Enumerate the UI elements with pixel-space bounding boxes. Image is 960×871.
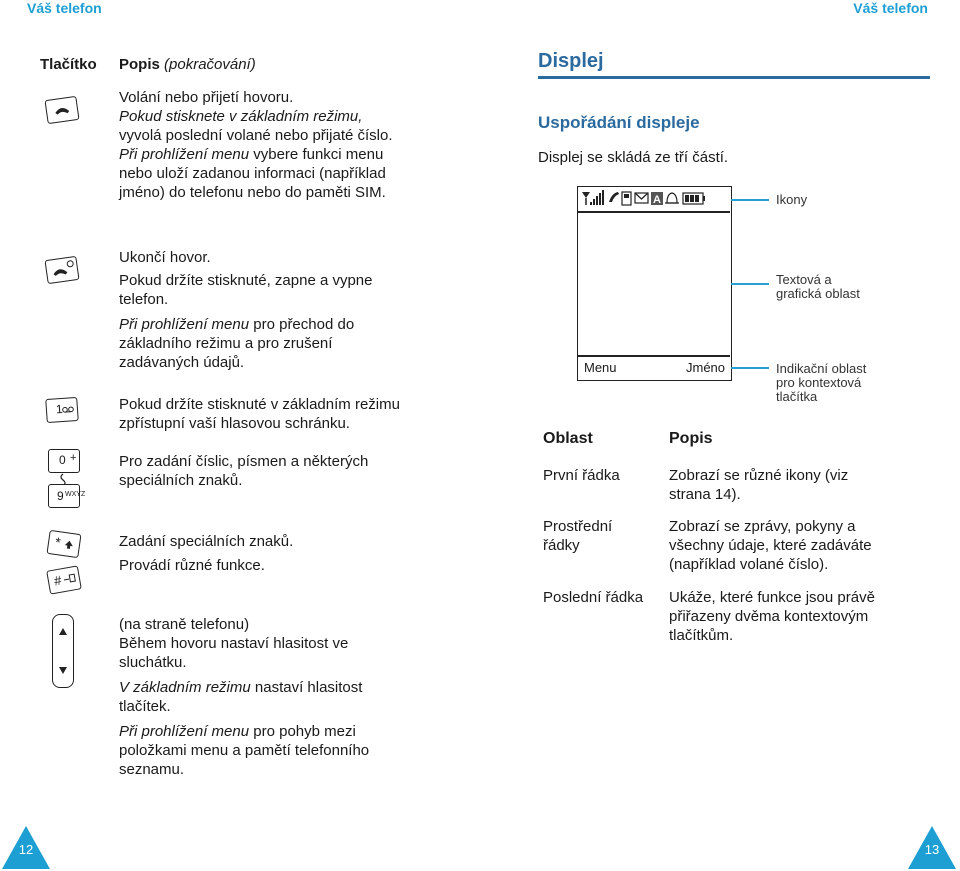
title-rule [538, 76, 930, 79]
end-line-3: telefon. [119, 291, 169, 308]
star-key [46, 530, 81, 558]
row-2-desc-2: všechny údaje, které zadáváte [669, 537, 872, 554]
label-text-area-2: grafická oblast [776, 286, 860, 301]
shift-arrow-icon [63, 539, 74, 550]
table-row-2-desc [669, 517, 929, 574]
softkey-name: Jméno [686, 360, 726, 375]
special-line-2: Provádí různé funkce. [119, 557, 265, 574]
call-active-icon [609, 192, 619, 202]
display-intro: Displej se skládá ze tří částí. [538, 149, 729, 166]
key-9-letters: WXYZ [65, 491, 86, 498]
display-screen [577, 186, 732, 381]
table-row-1-desc [669, 466, 909, 504]
row-2-area-2: řádky [543, 537, 580, 554]
end-line-5: základního režimu a pro zrušení [119, 335, 333, 352]
volume-line-4-italic: V základním režimu [119, 679, 251, 696]
volume-line-8: seznamu. [119, 761, 185, 778]
key-1-label: 1 [55, 401, 64, 417]
send-line-1: Volání nebo přijetí hovoru. [119, 89, 294, 106]
end-line-4-rest: pro přechod do [253, 316, 355, 333]
row-3-desc-1: Ukáže, které funkce jsou právě [669, 589, 875, 606]
col-key-header: Tlačítko [40, 56, 97, 73]
header-left: Váš telefon [27, 0, 102, 16]
row-1-desc-1: Zobrazí se různé ikony (viz [669, 467, 849, 484]
end-key [44, 256, 79, 284]
volume-line-4-rest: nastaví hlasitost [254, 679, 363, 696]
label-softkey-1: Indikační oblast [776, 361, 867, 376]
volume-key [52, 614, 74, 688]
table-header-area: Oblast [543, 430, 593, 447]
subsection-title: Uspořádání displeje [538, 113, 700, 132]
hash-key [46, 565, 82, 594]
header-right: Váš telefon [853, 0, 928, 16]
label-softkey-2: pro kontextová [776, 375, 862, 390]
table-row-3-desc [669, 588, 929, 645]
alnum-description [119, 452, 439, 490]
page-number-right: 13 [924, 842, 940, 857]
send-line-3: vyvolá poslední volané nebo přijaté číslo. [119, 127, 393, 144]
key-0-label: 0 [59, 453, 66, 467]
end-line-1: Ukončí hovor. [119, 249, 211, 266]
label-text-area-1: Textová a [776, 272, 832, 287]
voicemail-line-1: Pokud držíte stisknuté v základním režimu [119, 396, 400, 413]
end-line-4 [119, 315, 439, 334]
table-row-1-area [543, 466, 620, 485]
row-3-desc-3: tlačítkům. [669, 627, 734, 644]
send-line-4-rest: vybere funkci menu [253, 146, 384, 163]
section-title: Displej [538, 50, 604, 72]
end-key-description [119, 248, 439, 372]
battery-icon [683, 193, 705, 204]
row-2-desc-3: (například volané číslo). [669, 556, 829, 573]
send-line-4 [119, 145, 439, 164]
row-3-area: Poslední řádka [543, 589, 644, 606]
callout-line-icons [731, 199, 769, 201]
key-0 [48, 449, 80, 473]
send-line-2: Pokud stisknete v základním režimu, [119, 108, 363, 125]
key-1 [45, 397, 79, 423]
signal-strength-icon [582, 190, 604, 205]
volume-line-6-italic: Při prohlížení menu [119, 723, 250, 740]
alnum-line-1: Pro zadání číslic, písmen a některých [119, 453, 369, 470]
alnum-line-2: speciálních znaků. [119, 472, 243, 489]
icon-row-divider [578, 211, 730, 213]
letter-mode-label: A [653, 194, 661, 206]
message-icon [635, 193, 648, 203]
volume-arrows-icon [53, 615, 73, 687]
table-row-3-area [543, 588, 643, 607]
volume-description [119, 615, 439, 779]
status-icons-row [580, 189, 728, 209]
col-desc-label: Popis [119, 56, 160, 73]
table-header-desc: Popis [669, 430, 713, 447]
voicemail-description [119, 395, 439, 433]
phone-icon [46, 97, 79, 123]
special-line-1: Zadání speciálních znaků. [119, 533, 294, 550]
send-key-description [119, 88, 439, 202]
end-call-icon [46, 257, 79, 283]
volume-line-6-rest: pro pohyb mezi [253, 723, 356, 740]
row-1-area: První řádka [543, 467, 620, 484]
label-icons: Ikony [776, 192, 808, 207]
col-desc-cont: (pokračování) [164, 56, 256, 73]
table-row-2-area [543, 517, 612, 555]
volume-line-4 [119, 678, 439, 697]
volume-line-1: (na straně telefonu) [119, 616, 250, 633]
callout-line-text [731, 283, 769, 285]
send-key [44, 96, 79, 124]
end-line-6: zadávaných údajů. [119, 354, 245, 371]
send-line-4-italic: Při prohlížení menu [119, 146, 250, 163]
softkey-menu: Menu [584, 360, 617, 375]
end-line-4-italic: Při prohlížení menu [119, 316, 250, 333]
col-desc-header [119, 56, 256, 73]
label-softkey-area [776, 362, 866, 404]
send-line-6: jméno) do telefonu nebo do paměti SIM. [119, 184, 386, 201]
key-0-symbol: + [70, 452, 77, 464]
voicemail-line-2: zpřístupní vaší hlasovou schránku. [119, 415, 350, 432]
silent-mode-icon [62, 572, 78, 586]
key-9 [48, 484, 86, 508]
voicemail-icon [62, 405, 75, 414]
end-line-2: Pokud držíte stisknuté, zapne a vypne [119, 272, 373, 289]
special-keys-description [119, 532, 439, 575]
key-9-label: 9 [57, 489, 64, 503]
row-3-desc-2: přiřazeny dvěma kontextovým [669, 608, 869, 625]
network-icon [622, 192, 631, 205]
volume-line-5: tlačítek. [119, 698, 171, 715]
volume-line-3: sluchátku. [119, 654, 187, 671]
send-line-5: nebo uloží zadanou informaci (například [119, 165, 386, 182]
softkey-row-divider [578, 355, 730, 357]
star-key-label: * [54, 533, 62, 551]
row-2-desc-1: Zobrazí se zprávy, pokyny a [669, 518, 856, 535]
alarm-bell-icon [665, 193, 679, 203]
volume-line-2: Během hovoru nastaví hlasitost ve [119, 635, 349, 652]
row-2-area-1: Prostřední [543, 518, 613, 535]
volume-line-6 [119, 722, 439, 741]
label-softkey-3: tlačítka [776, 389, 818, 404]
volume-line-7: položkami menu a pamětí telefonního [119, 742, 370, 759]
label-text-area [776, 273, 860, 301]
callout-line-softkeys [731, 367, 769, 369]
row-1-desc-2: strana 14). [669, 486, 741, 503]
hash-key-label: # [52, 572, 63, 589]
page-number-left: 12 [18, 842, 34, 857]
